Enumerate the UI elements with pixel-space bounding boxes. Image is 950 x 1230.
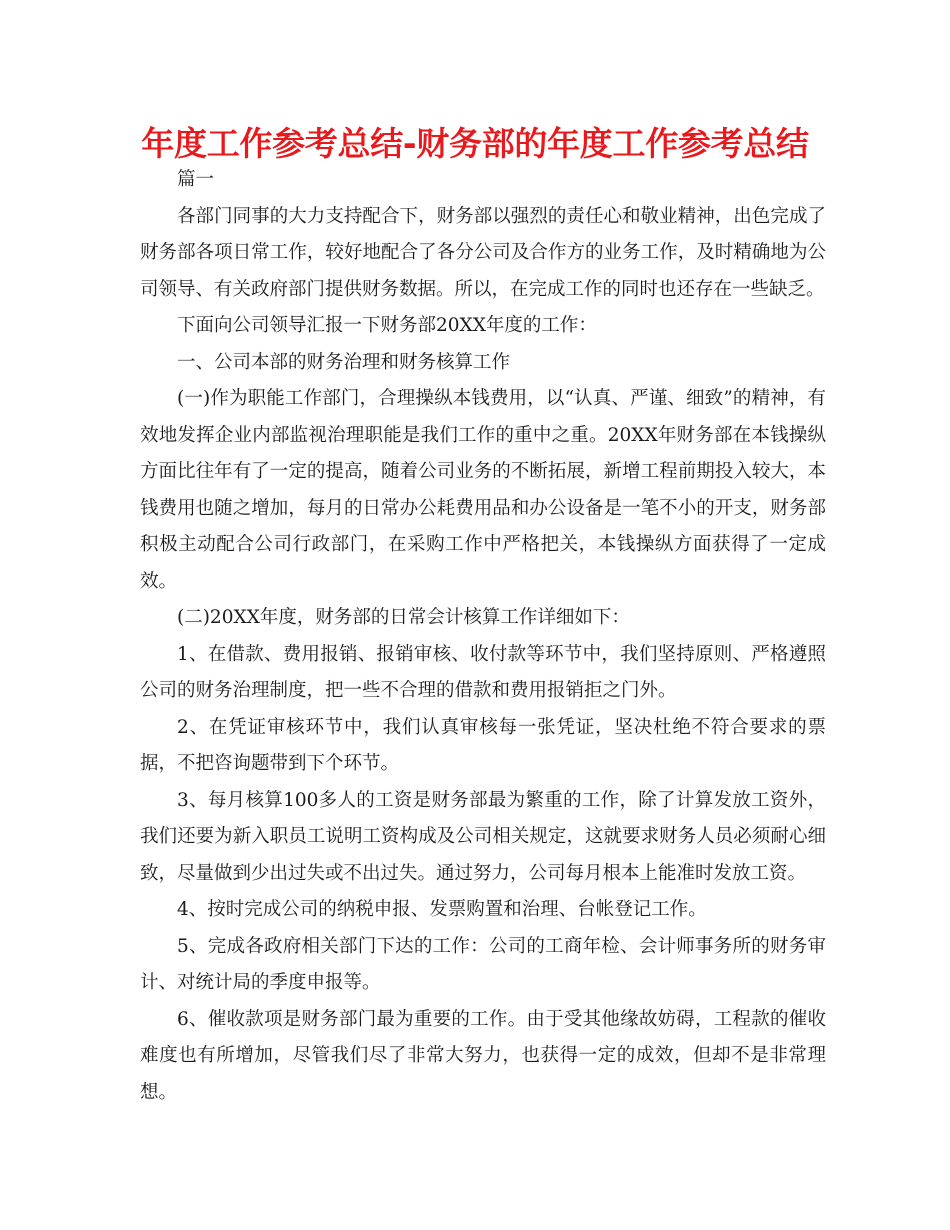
list-item: 4、按时完成公司的纳税申报、发票购置和治理、台帐登记工作。 — [177, 899, 707, 920]
document-title: 年度工作参考总结-财务部的年度工作参考总结 — [141, 124, 809, 163]
list-item: 5、完成各政府相关部门下达的工作：公司的工商年检、会计师事务所的财务审计、对统计局的季度申报等。 — [140, 935, 826, 993]
list-item: 1、在借款、费用报销、报销审核、收付款等环节中，我们坚持原则、严格遵照公司的财务治理制度，把一些不合理的借款和费用报销拒之门外。 — [140, 643, 826, 701]
list-item: 3、每月核算100多人的工资是财务部最为繁重的工作，除了计算发放工资外，我们还要为新入职员工说明工资构成及公司相关规定，这就要求财务人员必须耐心细致，尽量做到少出过失或不出过失。通过努力，公司每月根本上能准时发放工资。 — [140, 789, 826, 884]
paragraph: 下面向公司领导汇报一下财务部20XX年度的工作： — [177, 315, 597, 336]
paragraph: 各部门同事的大力支持配合下，财务部以强烈的责任心和敬业精神，出色完成了财务部各项日常工作，较好地配合了各分公司及合作方的业务工作，及时精确地为公司领导、有关政府部门提供财务数据。所以，在完成工作的同时也还存在一些缺乏。 — [140, 205, 826, 300]
subsection-heading: (二)20XX年度，财务部的日常会计核算工作详细如下： — [177, 607, 630, 628]
paragraph: (一)作为职能工作部门，合理操纵本钱费用，以“认真、严谨、细致”的精神，有效地发挥企业内部监视治理职能是我们工作的重中之重。20XX年财务部在本钱操纵方面比往年有了一定的提高，随着公司业务的不断拓展，新增工程前期投入较大，本钱费用也随之增加，每月的日常办公耗费用品和办公设备是一笔不小的开支，财务部积极主动配合公司行政部门，在采购工作中严格把关，本钱操纵方面获得了一定成效。 — [140, 388, 826, 592]
section-heading: 一、公司本部的财务治理和财务核算工作 — [177, 351, 511, 373]
document-body — [140, 162, 826, 1111]
section-label: 篇一 — [177, 169, 215, 190]
list-item: 6、催收款项是财务部门最为重要的工作。由于受其他缘故妨碍，工程款的催收难度也有所增加，尽管我们尽了非常大努力，也获得一定的成效，但却不是非常理想。 — [140, 1008, 826, 1103]
list-item: 2、在凭证审核环节中，我们认真审核每一张凭证，坚决杜绝不符合要求的票据，不把咨询题带到下个环节。 — [140, 716, 826, 774]
